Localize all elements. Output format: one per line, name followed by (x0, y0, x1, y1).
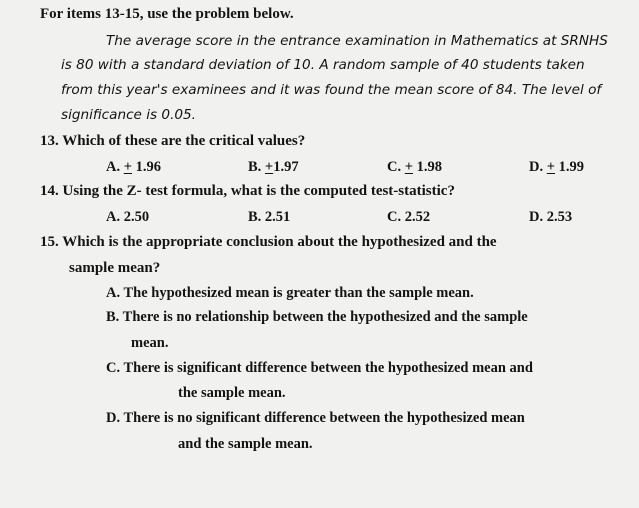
q14-option-c: C. 2.52 (387, 209, 431, 225)
problem-line-3: from this year's examinees and it was found the mean score of 84. The level of (61, 82, 602, 98)
q15-option-c-line-1: C. There is significant difference between the hypothesized mean and (106, 360, 533, 376)
q15-option-d-line-1: D. There is no significant difference between the hypothesized mean (106, 410, 525, 426)
q15-option-a: A. The hypothesized mean is greater than the sample mean. (106, 285, 474, 301)
q13-option-d: D. + 1.99 (529, 159, 584, 175)
problem-line-1: The average score in the entrance examination in Mathematics at SRNHS (106, 33, 608, 49)
q13-option-b: B. +1.97 (248, 159, 299, 175)
q14-option-b: B. 2.51 (248, 209, 291, 225)
problem-line-2: is 80 with a standard deviation of 10. A random sample of 40 students taken (61, 57, 585, 73)
q14-stem: 14. Using the Z- test formula, what is the computed test-statistic? (40, 183, 455, 199)
q15-stem-line-1: 15. Which is the appropriate conclusion about the hypothesized and the (40, 234, 497, 250)
problem-line-4: significance is 0.05. (61, 107, 197, 123)
q15-option-b-line-2: mean. (131, 335, 169, 351)
q15-option-b-line-1: B. There is no relationship between the hypothesized and the sample (106, 309, 528, 325)
q13-option-c: C. + 1.98 (387, 159, 442, 175)
q15-option-d-line-2: and the sample mean. (178, 436, 313, 452)
q13-stem: 13. Which of these are the critical values? (40, 133, 306, 149)
q13-option-a: A. + 1.96 (106, 159, 161, 175)
q15-stem-line-2: sample mean? (69, 260, 161, 276)
items-header: For items 13-15, use the problem below. (40, 6, 294, 22)
q14-option-a: A. 2.50 (106, 209, 150, 225)
q15-option-c-line-2: the sample mean. (178, 385, 286, 401)
q14-option-d: D. 2.53 (529, 209, 573, 225)
